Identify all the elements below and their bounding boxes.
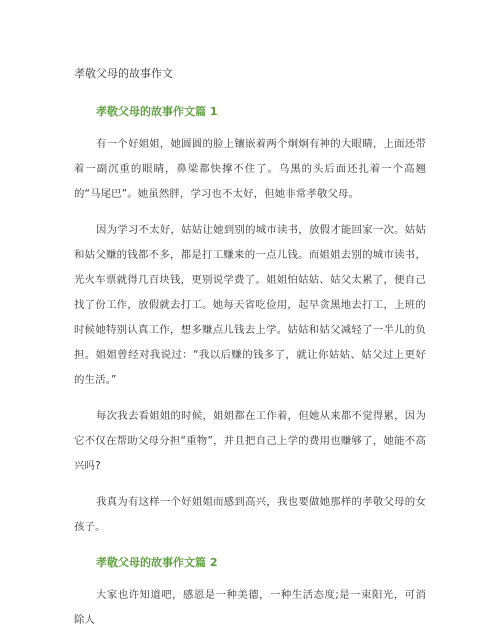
section-heading: 孝敬父母的故事作文篇 2 (96, 556, 218, 569)
document-title: 孝敬父母的故事作文 (74, 67, 173, 80)
paragraph: 大家也许知道吧，感恩是一种美德，一种生活态度;是一束阳光，可消除人 (74, 589, 426, 626)
essay-section-2 (74, 553, 426, 633)
paragraph: 我真为有这样一个好姐姐而感到高兴，我也要做她那样的孝敬父母的女孩子。 (74, 496, 426, 533)
paragraph: 因为学习不太好，姑姑让她到别的城市读书，放假才能回家一次。姑姑和姑父赚的钱都不多，都是打工赚来的一点儿钱。而姐姐去别的城市读书，光火车票就得几百块钱，更别说学费了。姐姐怕姑姑、姑父太累了，便自己找了份工作，放假就去打工。她每天省吃俭用，起早贪黑地去打工，上班的时候她特别认真工作，想多赚点儿钱去上学。姑姑和姑父减轻了一半儿的负担。姐姐曾经对我说过：“我以后赚的钱多了，就让你姑姑、姑父过上更好的生活。” (74, 224, 426, 386)
document-page (74, 64, 426, 644)
essay-section-1 (74, 102, 426, 540)
section-heading: 孝敬父母的故事作文篇 1 (96, 105, 218, 118)
paragraph: 有一个好姐姐，她圆圆的脸上镶嵌着两个炯炯有神的大眼睛，上面还带着一副沉重的眼睛，鼻梁都快撑不住了。乌黑的头后面还扎着一个高翘的“马尾巴”。她虽然胖，学习也不太好，但她非常孝敬父母。 (74, 138, 426, 200)
paragraph: 每次我去看姐姐的时候，姐姐都在工作着，但她从来都不觉得累，因为它不仅在帮助父母分担“重物”，并且把自己上学的费用也赚够了，她能不高兴吗? (74, 410, 426, 472)
